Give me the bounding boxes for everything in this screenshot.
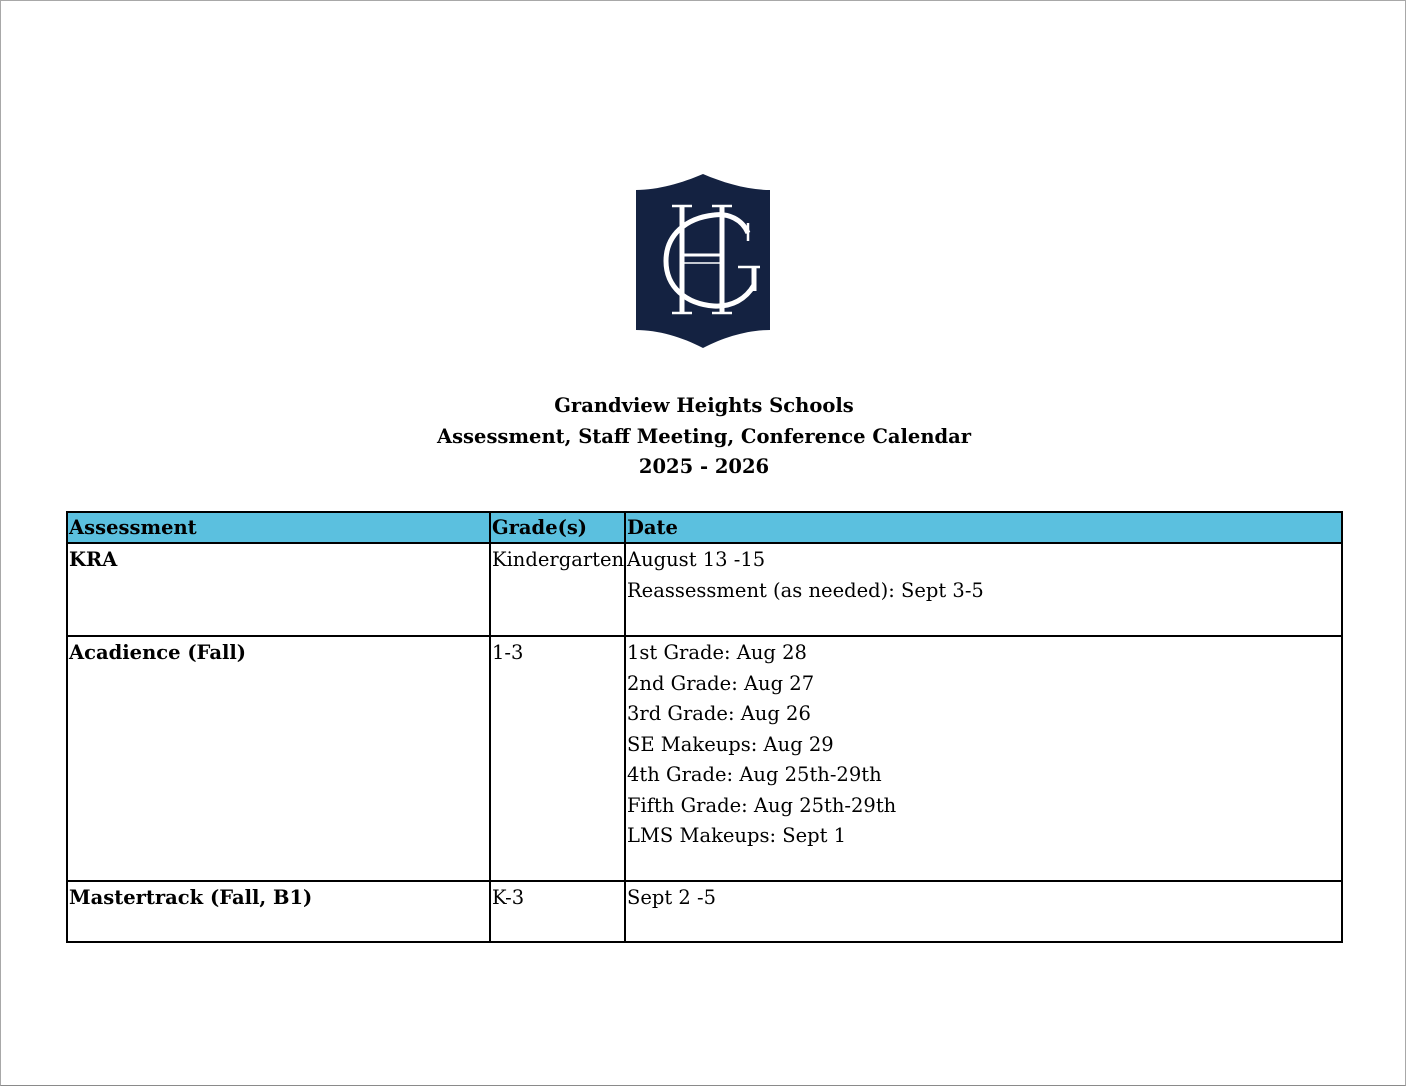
assessment-cell bbox=[67, 543, 490, 636]
school-name: Grandview Heights Schools bbox=[554, 394, 854, 417]
grades-value: 1-3 bbox=[492, 641, 524, 664]
school-year: 2025 - 2026 bbox=[638, 455, 770, 478]
date-line: 1st Grade: Aug 28 bbox=[627, 641, 807, 664]
date-cell bbox=[625, 636, 1342, 881]
grades-cell bbox=[490, 881, 625, 942]
date-line: 3rd Grade: Aug 26 bbox=[627, 702, 811, 725]
date-cell bbox=[625, 543, 1342, 636]
date-line: Fifth Grade: Aug 25th-29th bbox=[627, 793, 897, 817]
table-row bbox=[67, 543, 1342, 636]
assessment-name: Acadience (Fall) bbox=[69, 641, 247, 664]
assessment-name: KRA bbox=[69, 548, 118, 571]
document-heading bbox=[1, 391, 1406, 483]
assessment-name: Mastertrack (Fall, B1) bbox=[69, 886, 313, 909]
assessment-cell bbox=[67, 881, 490, 942]
gh-monogram-shield-icon bbox=[636, 173, 770, 349]
header-grades: Grade(s) bbox=[490, 512, 625, 543]
date-line: 4th Grade: Aug 25th-29th bbox=[627, 763, 882, 786]
table-row bbox=[67, 881, 1342, 942]
header-assessment: Assessment bbox=[67, 512, 490, 543]
assessment-table bbox=[66, 511, 1343, 943]
date-line: 2nd Grade: Aug 27 bbox=[627, 671, 815, 695]
date-line: Reassessment (as needed): Sept 3-5 bbox=[627, 578, 984, 602]
assessment-cell bbox=[67, 636, 490, 881]
grades-cell bbox=[490, 543, 625, 636]
date-line: LMS Makeups: Sept 1 bbox=[627, 824, 847, 847]
header-date: Date bbox=[625, 512, 1342, 543]
date-line: August 13 -15 bbox=[627, 548, 766, 571]
grades-cell bbox=[490, 636, 625, 881]
table-row bbox=[67, 636, 1342, 881]
calendar-title: Assessment, Staff Meeting, Conference Calendar bbox=[436, 424, 972, 448]
grades-value: Kindergarten bbox=[492, 548, 625, 571]
grades-value: K-3 bbox=[492, 886, 525, 909]
date-line: SE Makeups: Aug 29 bbox=[627, 732, 834, 756]
table-header-row bbox=[67, 512, 1342, 543]
date-line: Sept 2 -5 bbox=[627, 886, 717, 909]
date-cell bbox=[625, 881, 1342, 942]
